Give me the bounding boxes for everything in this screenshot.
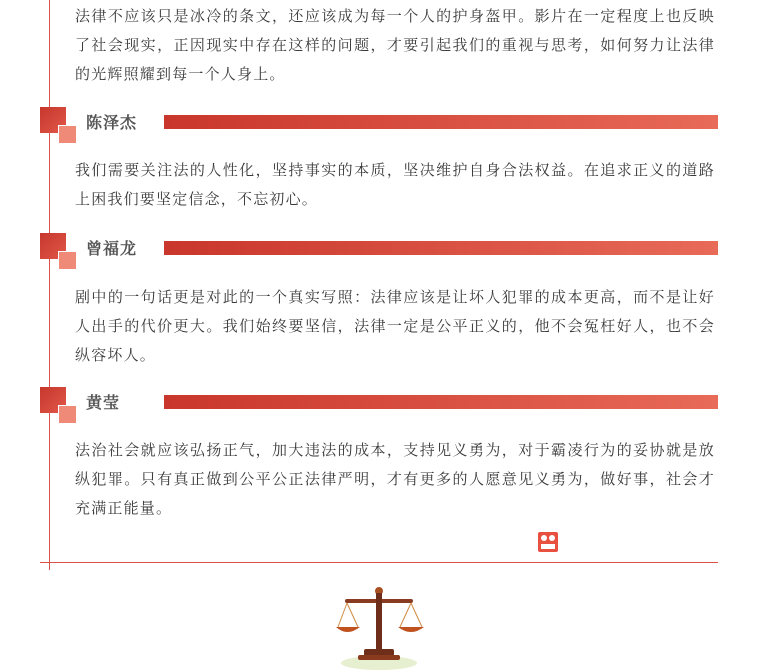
comment-text-1: 我们需要关注法的人性化，坚持事实的本质，坚决维护自身合法权益。在追求正义的道路上困我们要坚定信念，不忘初心。 [75,161,715,208]
header-square-accent-icon [58,125,77,144]
comment-header-3 [40,387,718,421]
intro-paragraph: 法律不应该只是冰冷的条文，还应该成为每一个人的护身盔甲。影片在一定程度上也反映了社会现实，正因现实中存在这样的问题，才要引起我们的重视与思考，如何努力让法律的光辉照耀到每一个人身上。 [75,7,715,83]
dots-end-icon [538,532,558,552]
header-bar [164,241,718,255]
header-square-accent-icon [58,251,77,270]
commenter-name: 曾福龙 [86,239,138,258]
comment-text-3: 法治社会就应该弘扬正气，加大违法的成本，支持见义勇为，对于霸凌行为的妥协就是放纵犯罪。只有真正做到公平公正法律严明，才有更多的人愿意见义勇为，做好事，社会才充满正能量。 [75,441,715,517]
header-bar [164,115,718,129]
justice-scale-icon [334,585,424,671]
header-square-accent-icon [58,405,77,424]
commenter-name: 黄莹 [86,393,121,412]
frame-left-line [49,0,50,570]
frame-bottom-line [40,562,718,563]
commenter-name: 陈泽杰 [86,113,138,132]
comment-header-1 [40,107,718,141]
comment-text-2: 剧中的一句话更是对此的一个真实写照：法律应该是让坏人犯罪的成本更高，而不是让好人出手的代价更大。我们始终要坚信，法律一定是公平正义的，他不会冤枉好人，也不会纵容坏人。 [75,288,715,364]
header-bar [164,395,718,409]
comment-header-2 [40,233,718,267]
